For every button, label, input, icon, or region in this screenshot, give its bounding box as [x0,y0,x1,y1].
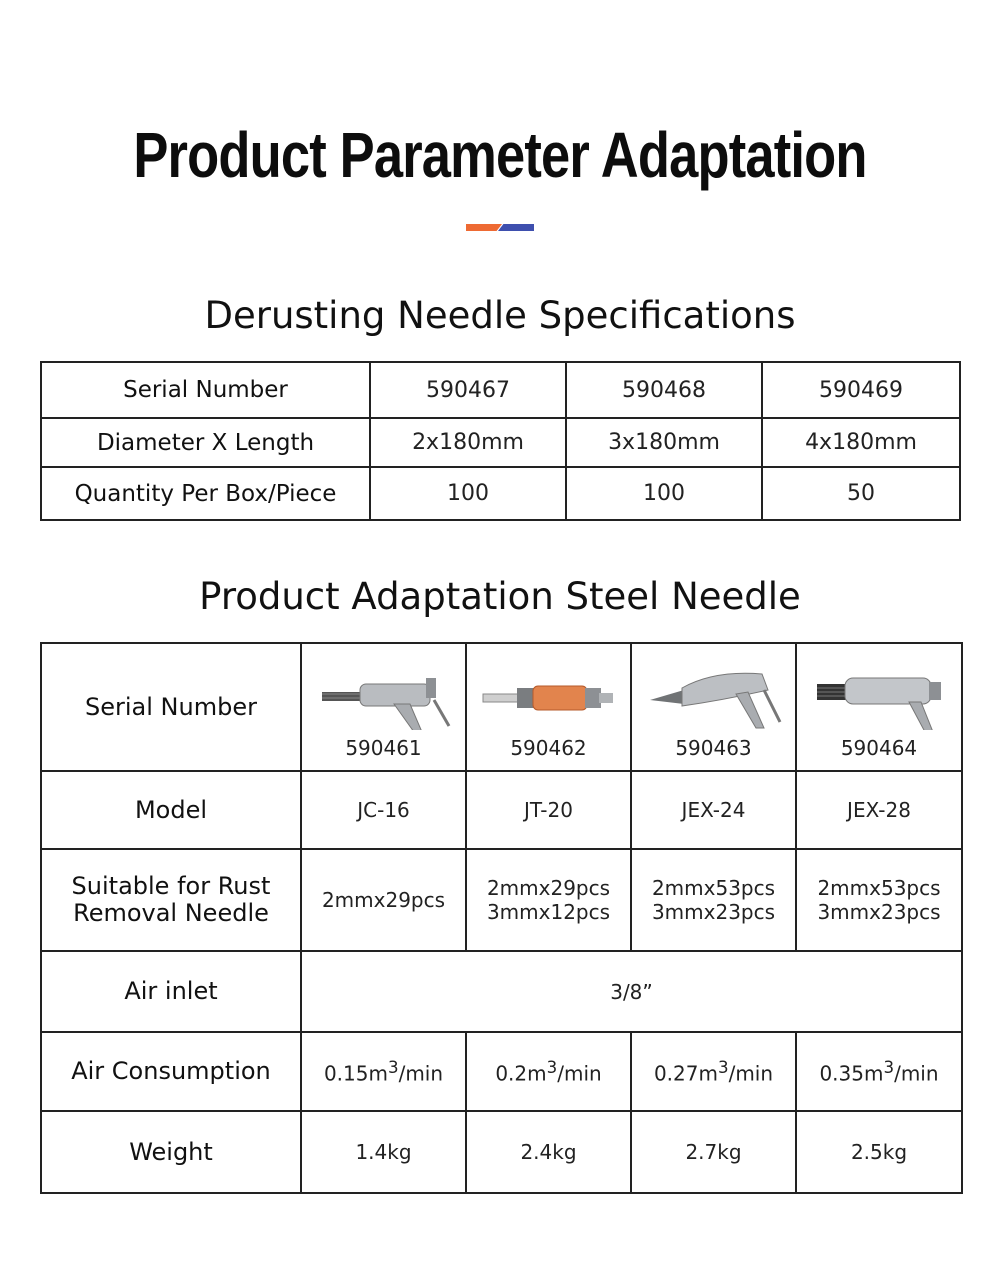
table-cell: 50 [762,467,960,520]
table-cell: 100 [566,467,762,520]
cell-line: 2mmx53pcs [817,876,941,900]
table-cell [466,1032,631,1111]
cell-unit: /min [894,1061,939,1086]
tool-cell [631,643,796,771]
row-label-line: Removal Needle [73,899,269,927]
spec-section-title: Derusting Needle Specifications [204,294,796,337]
spec-table [40,361,961,521]
table-row [41,1032,962,1111]
cell-unit: /min [398,1061,444,1086]
cell-value: 0.27m [653,1061,718,1086]
cell-line: 2mmx53pcs [651,876,776,900]
table-row [41,418,960,467]
title-accent-bar [466,224,534,231]
cell-value: 0.2m [495,1061,547,1086]
table-cell: JC-16 [301,771,466,849]
row-label: Weight [41,1111,301,1193]
needle-scaler-gun-icon [314,660,454,730]
row-label: Quantity Per Box/Piece [41,467,370,520]
table-cell [301,1032,466,1111]
accent-orange [466,224,502,231]
tool-serial: 590463 [675,736,752,760]
needle-scaler-heavy-icon [809,660,949,730]
table-row [41,1111,962,1193]
table-row [41,849,962,951]
table-cell: 590469 [762,362,960,418]
adapt-section-title: Product Adaptation Steel Needle [199,575,801,618]
tool-serial: 590464 [840,736,918,760]
cell-line: 3mmx23pcs [817,900,941,924]
table-cell [301,849,466,951]
adapt-table [40,642,963,1194]
cell-value: 0.35m [819,1061,884,1086]
table-cell: 590467 [370,362,566,418]
table-row [41,362,960,418]
cell-sup: 3 [717,1057,729,1077]
table-cell: 2.4kg [466,1111,631,1193]
row-label: Serial Number [41,362,370,418]
table-cell: 2.5kg [796,1111,962,1193]
table-cell: 590468 [566,362,762,418]
table-cell [631,849,796,951]
table-cell: 3/8” [301,951,962,1032]
table-cell: JT-20 [466,771,631,849]
table-row [41,467,960,520]
table-cell [796,1032,962,1111]
row-label-line: Suitable for Rust [71,872,271,900]
tool-cell [301,643,466,771]
needle-scaler-straight-icon [479,660,619,730]
row-label: Model [41,771,301,849]
cell-value: 0.15m [323,1061,388,1086]
tool-serial: 590461 [345,736,422,760]
table-row [41,643,962,771]
tool-cell [466,643,631,771]
cell-sup: 3 [387,1057,399,1077]
cell-unit: /min [728,1061,774,1086]
row-label: Diameter X Length [41,418,370,467]
table-cell: 2.7kg [631,1111,796,1193]
tool-cell [796,643,962,771]
cell-sup: 3 [546,1057,558,1077]
table-cell: 4x180mm [762,418,960,467]
needle-scaler-pistol-icon [644,660,784,730]
cell-line: 3mmx12pcs [486,900,611,924]
accent-blue [498,224,534,231]
table-cell: JEX-24 [631,771,796,849]
page-title: Product Parameter Adaptation [133,119,867,191]
table-row [41,771,962,849]
cell-unit: /min [557,1061,602,1086]
table-cell: 100 [370,467,566,520]
table-cell: 2x180mm [370,418,566,467]
table-cell [796,849,962,951]
cell-line: 2mmx29pcs [321,888,446,912]
table-cell: JEX-28 [796,771,962,849]
cell-line: 3mmx23pcs [651,900,776,924]
table-cell [466,849,631,951]
tool-serial: 590462 [510,736,587,760]
table-row [41,951,962,1032]
row-label: Air Consumption [41,1032,301,1111]
row-label [41,849,301,951]
row-label: Serial Number [41,643,301,771]
cell-sup: 3 [883,1057,895,1077]
cell-line: 2mmx29pcs [486,876,611,900]
table-cell [631,1032,796,1111]
row-label: Air inlet [41,951,301,1032]
table-cell: 1.4kg [301,1111,466,1193]
table-cell: 3x180mm [566,418,762,467]
